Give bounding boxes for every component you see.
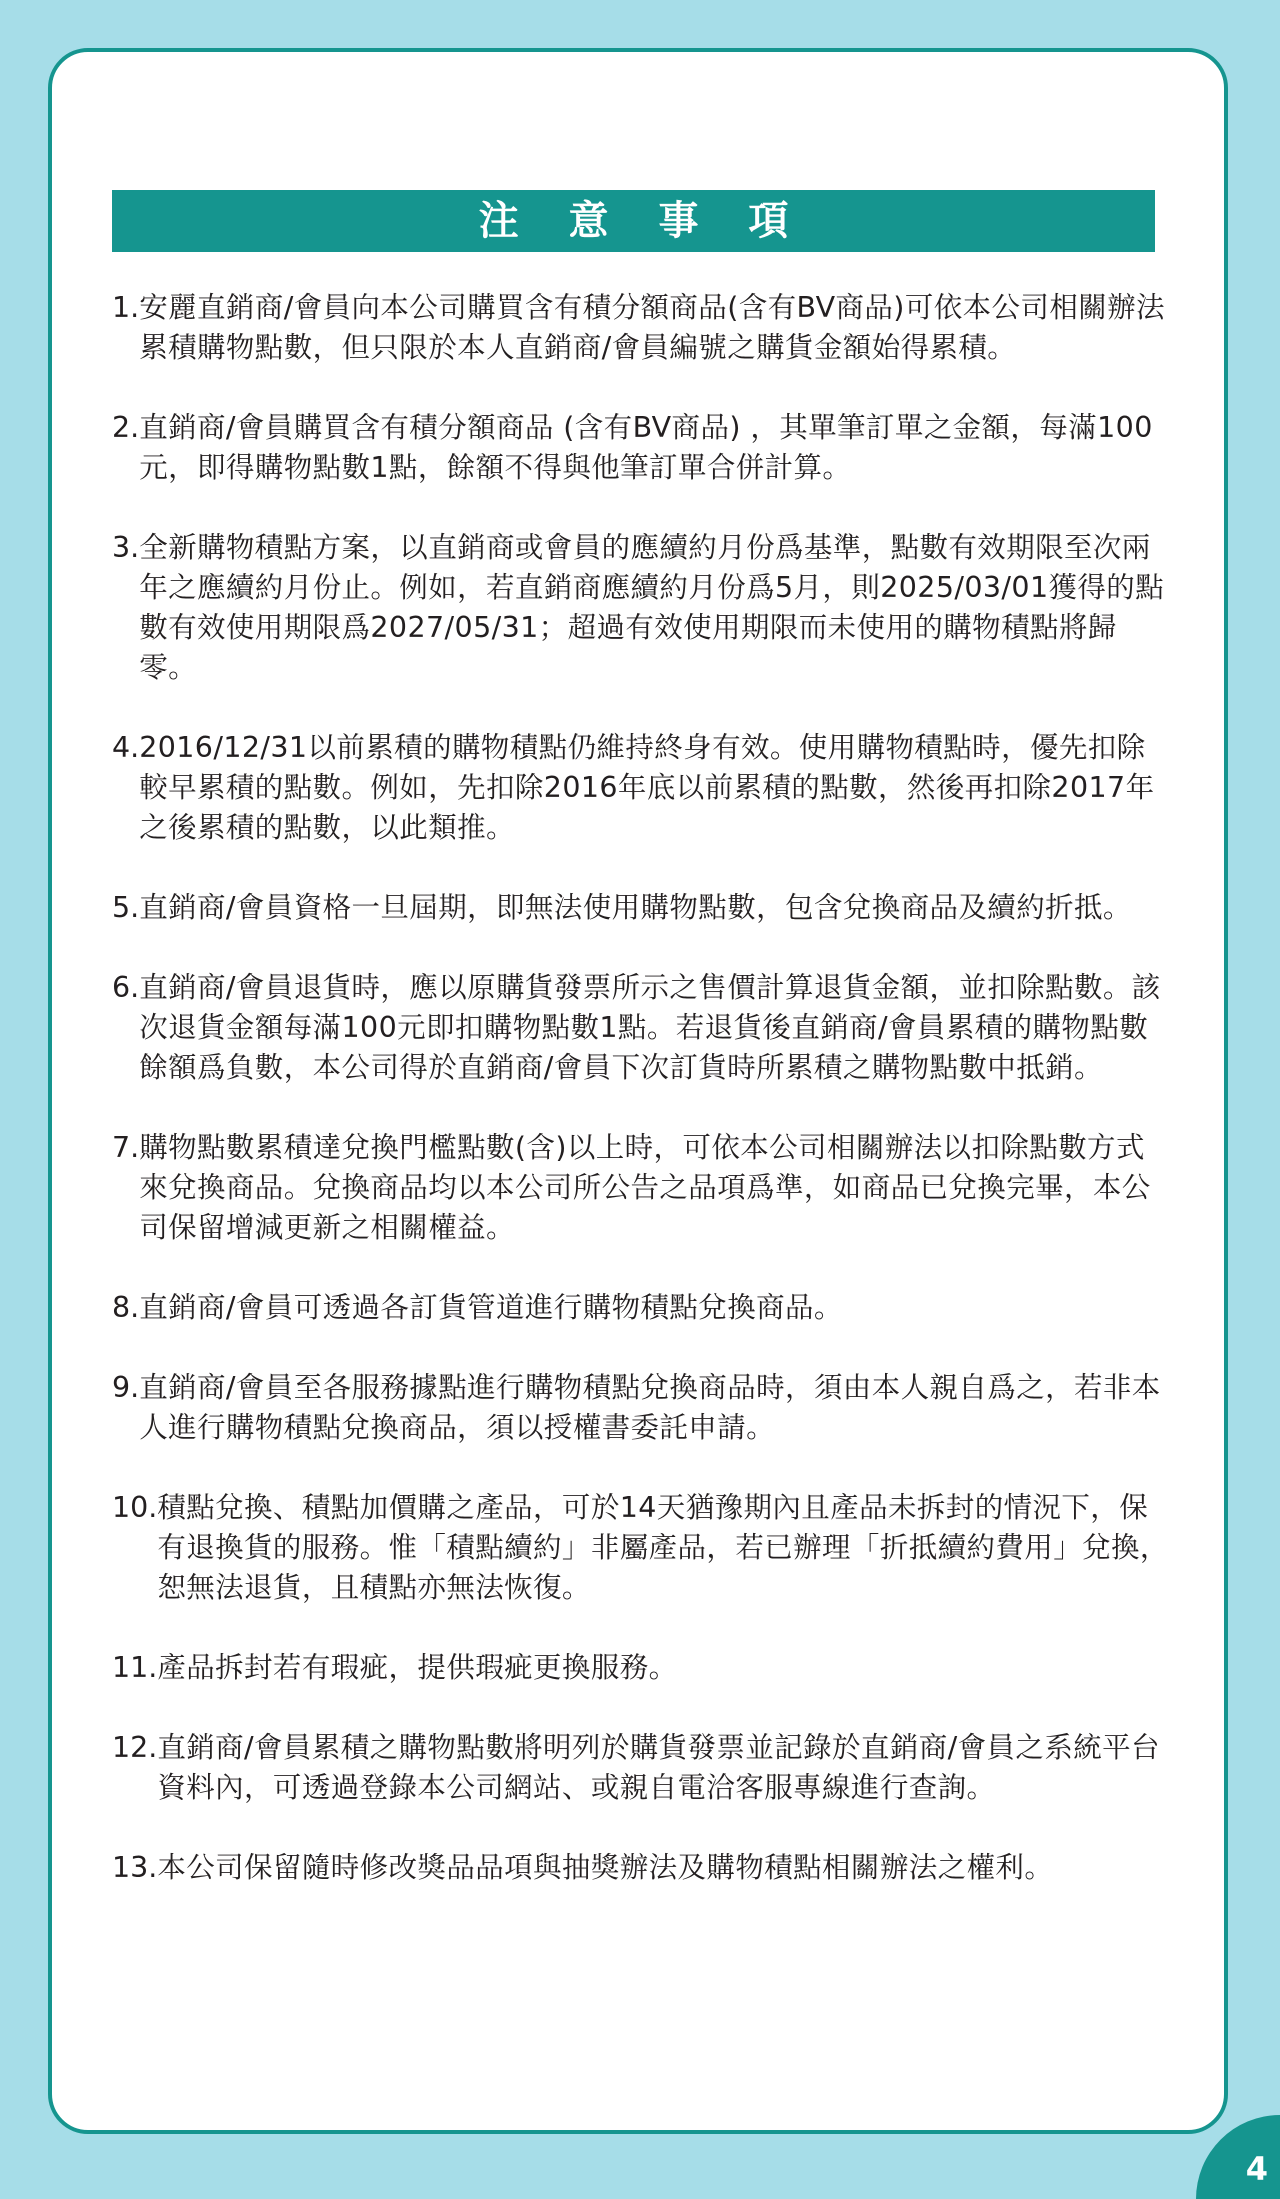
list-item (112, 528, 1172, 688)
list-item (112, 408, 1172, 488)
list-item (112, 1848, 1172, 1888)
page-title: 注 意 事 項 (112, 190, 1155, 252)
list-item (112, 1128, 1172, 1248)
item-number: 5. (112, 891, 140, 924)
list-item (112, 1368, 1172, 1448)
item-number: 10. (112, 1491, 158, 1524)
item-number: 7. (112, 1131, 140, 1164)
item-number: 11. (112, 1651, 158, 1684)
item-text: 2016/12/31以前累積的購物積點仍維持終身有效。使用購物積點時，優先扣除較早累積的點數。例如，先扣除2016年底以前累積的點數，然後再扣除2017年之後累積的點數，以此類推。 (139, 731, 1155, 844)
item-text: 本公司保留隨時修改獎品品項與抽獎辦法及購物積點相關辦法之權利。 (157, 1851, 1054, 1884)
list-item (112, 288, 1172, 368)
list-item (112, 728, 1172, 848)
list-item (112, 968, 1172, 1088)
item-number: 3. (112, 531, 140, 564)
item-text: 直銷商/會員資格一旦屆期，即無法使用購物點數，包含兌換商品及續約折抵。 (139, 891, 1132, 924)
list-item (112, 1648, 1172, 1688)
list-item (112, 888, 1172, 928)
item-text: 直銷商/會員購買含有積分額商品 (含有BV商品) ，其單筆訂單之金額，每滿100元，即得購物點數1點，餘額不得與他筆訂單合併計算。 (139, 411, 1153, 484)
list-item (112, 1288, 1172, 1328)
item-number: 6. (112, 971, 140, 1004)
item-text: 直銷商/會員可透過各訂貨管道進行購物積點兌換商品。 (139, 1291, 843, 1324)
page-number: 4 (1245, 2150, 1268, 2188)
item-text: 積點兌換、積點加價購之產品，可於14天猶豫期內且產品未拆封的情況下，保有退換貨的服務。惟「積點續約」非屬產品，若已辦理「折抵續約費用」兌換，恕無法退貨，且積點亦無法恢復。 (157, 1491, 1169, 1604)
item-text: 直銷商/會員至各服務據點進行購物積點兌換商品時，須由本人親自爲之，若非本人進行購物積點兌換商品，須以授權書委託申請。 (139, 1371, 1161, 1444)
item-number: 12. (112, 1731, 158, 1764)
item-number: 9. (112, 1371, 140, 1404)
item-text: 安麗直銷商/會員向本公司購買含有積分額商品(含有BV商品)可依本公司相關辦法累積購物點數，但只限於本人直銷商/會員編號之購貨金額始得累積。 (139, 291, 1165, 364)
item-number: 8. (112, 1291, 140, 1324)
item-number: 2. (112, 411, 140, 444)
item-text: 直銷商/會員累積之購物點數將明列於購貨發票並記錄於直銷商/會員之系統平台資料內，可透過登錄本公司網站、或親自電洽客服專線進行查詢。 (157, 1731, 1160, 1804)
item-text: 直銷商/會員退貨時，應以原購貨發票所示之售價計算退貨金額，並扣除點數。該次退貨金額每滿100元即扣購物點數1點。若退貨後直銷商/會員累積的購物點數餘額爲負數，本公司得於直銷商/會員下次訂貨時所累積之購物點數中抵銷。 (139, 971, 1161, 1084)
item-number: 13. (112, 1851, 158, 1884)
item-text: 產品拆封若有瑕疵，提供瑕疵更換服務。 (157, 1651, 678, 1684)
list-item (112, 1488, 1172, 1608)
item-number: 1. (112, 291, 140, 324)
notice-list (112, 288, 1172, 1928)
item-text: 全新購物積點方案，以直銷商或會員的應續約月份爲基準，點數有效期限至次兩年之應續約月份止。例如，若直銷商應續約月份爲5月，則2025/03/01獲得的點數有效使用期限爲2027/05/31；超過有效使用期限而未使用的購物積點將歸零。 (139, 531, 1165, 684)
item-number: 4. (112, 731, 140, 764)
list-item (112, 1728, 1172, 1808)
item-text: 購物點數累積達兌換門檻點數(含)以上時，可依本公司相關辦法以扣除點數方式來兌換商品。兌換商品均以本公司所公告之品項爲準，如商品已兌換完畢，本公司保留增減更新之相關權益。 (139, 1131, 1151, 1244)
notice-card (48, 48, 1228, 2134)
